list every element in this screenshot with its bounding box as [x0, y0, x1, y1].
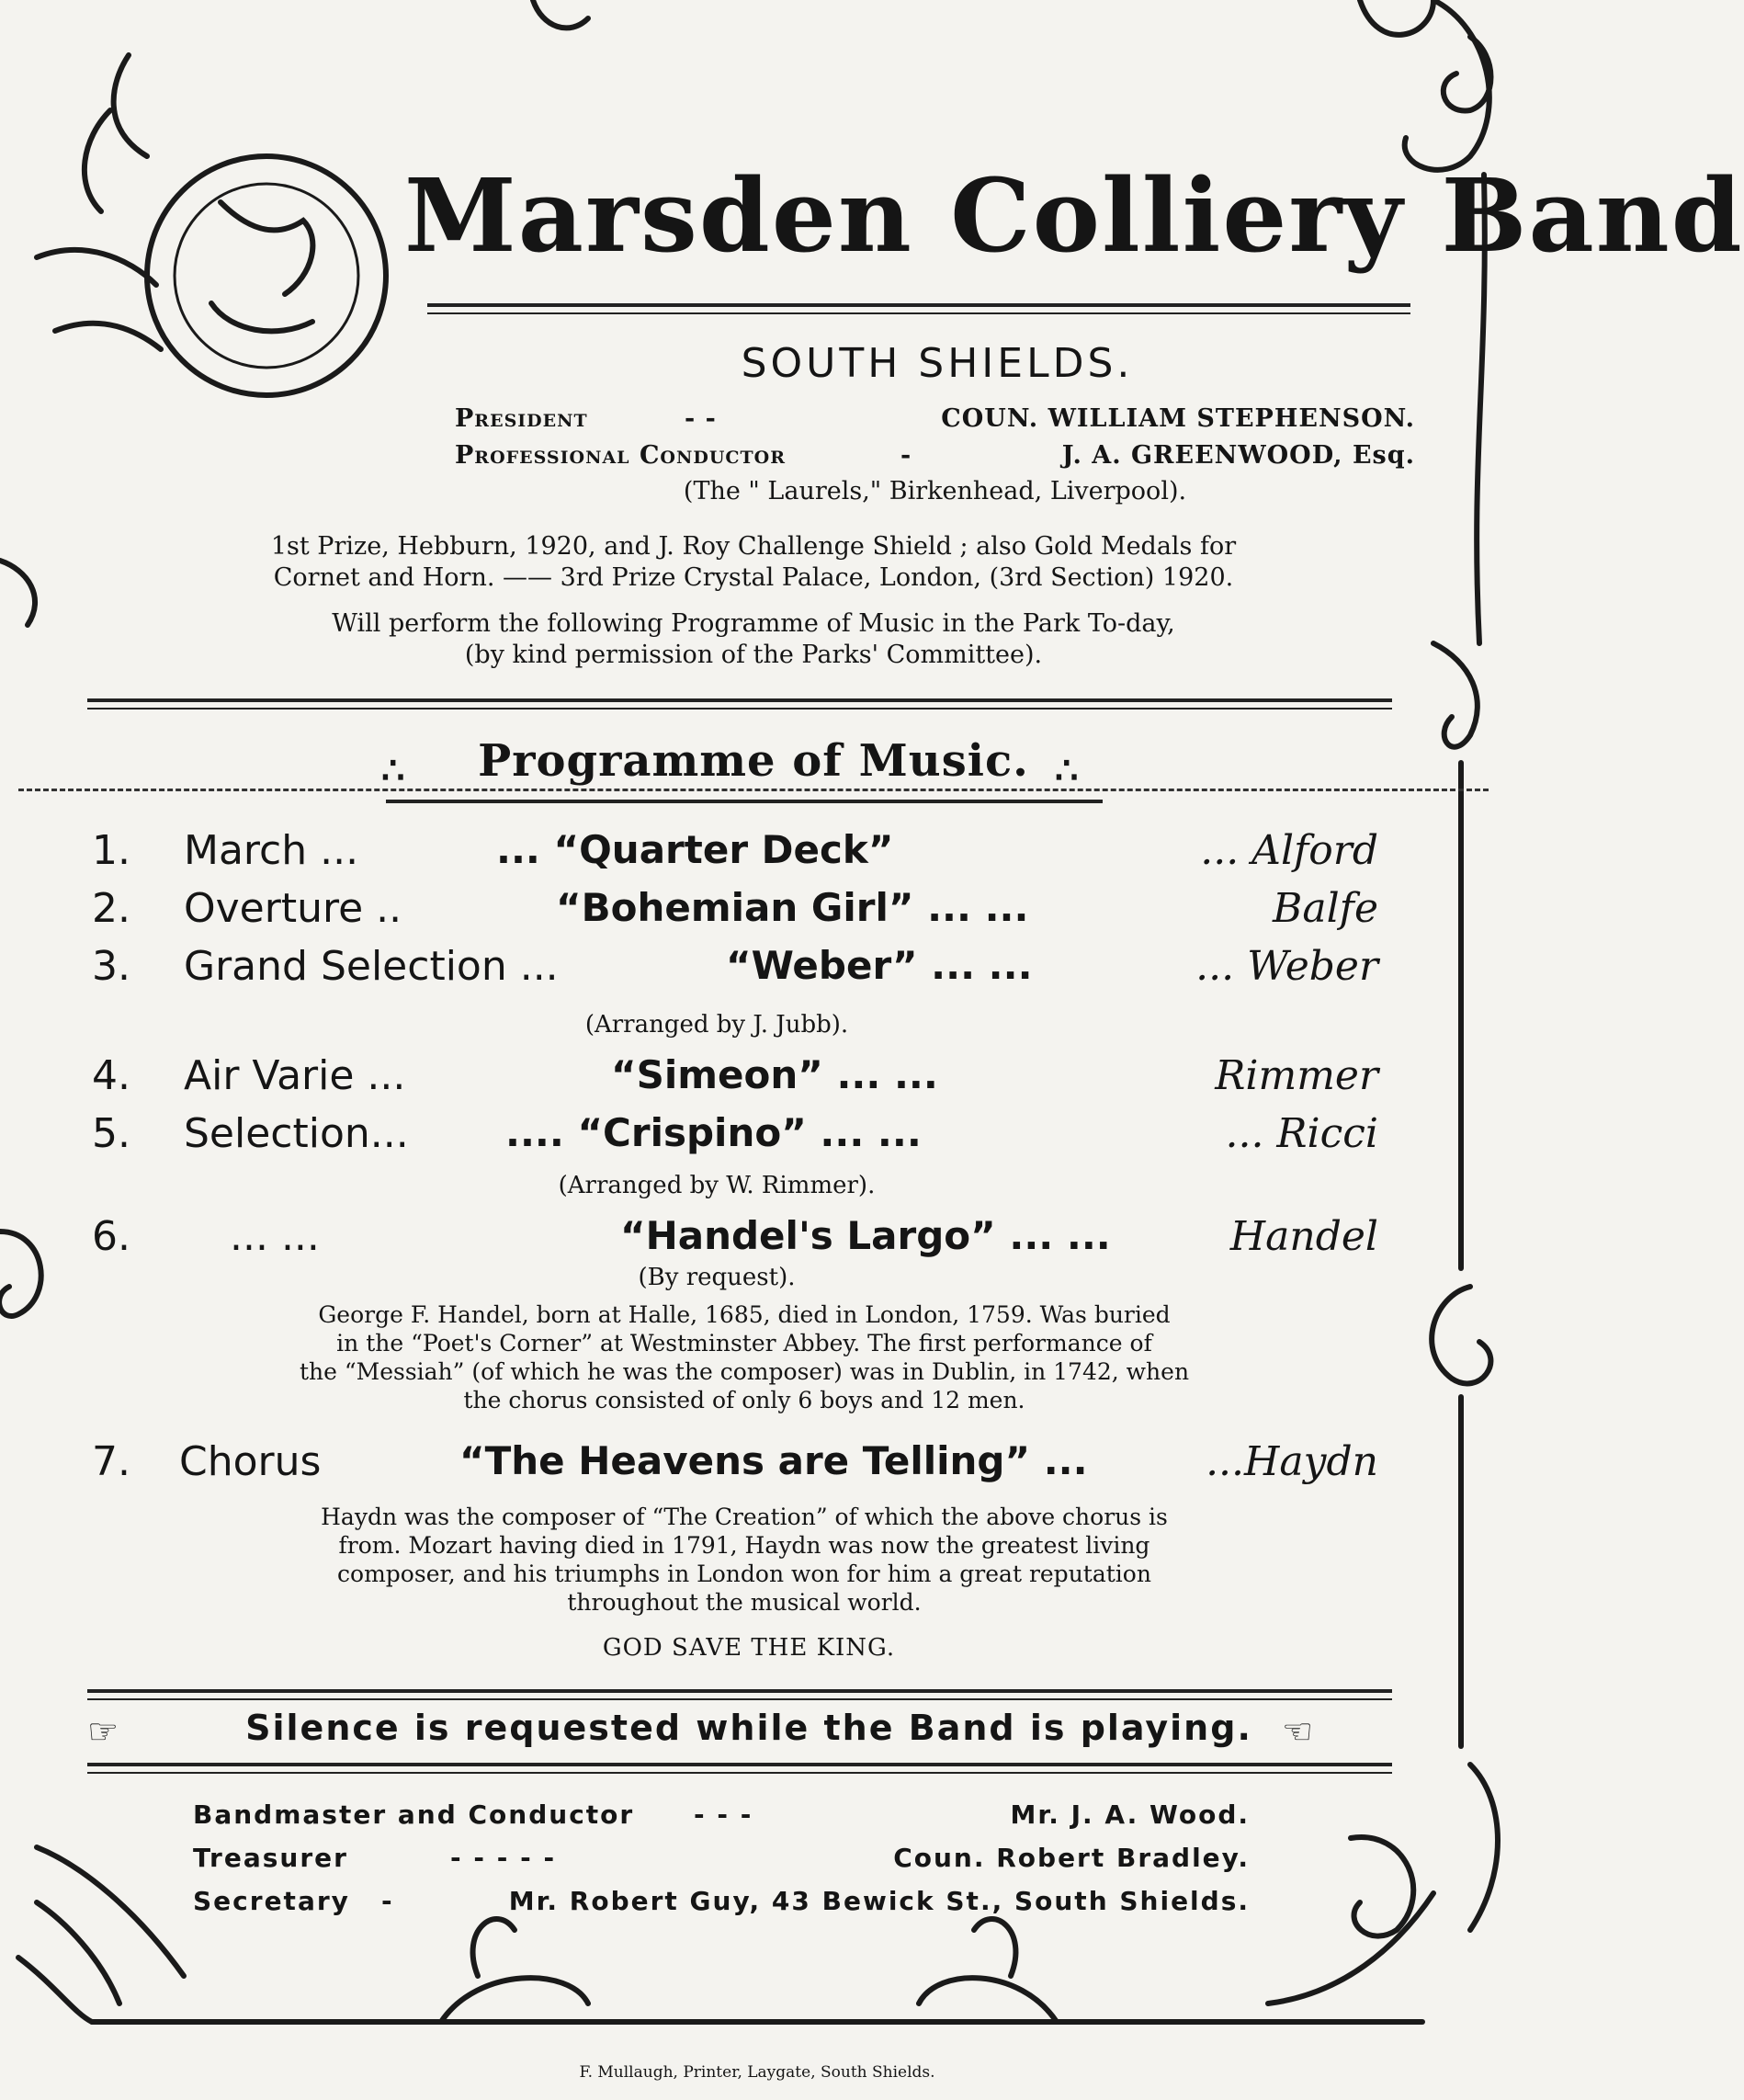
- handel-blurb-line-3: the “Messiah” (of which he was the composer) was in Dublin, in 1742, when: [299, 1358, 1190, 1385]
- section-rule-1: [87, 698, 1392, 709]
- programme-item-4: [92, 1052, 1378, 1107]
- staff-role: Bandmaster and Conductor: [193, 1799, 635, 1830]
- handel-blurb-line-2: in the “Poet's Corner” at Westminster Abbey. The first performance of: [336, 1330, 1152, 1356]
- heading-underline: [386, 800, 1103, 803]
- pointing-hand-left-icon: ☞: [87, 1711, 119, 1752]
- item-composer: ... Alford: [1200, 827, 1378, 874]
- heading-dashed-rule: [18, 789, 1489, 791]
- item-number: 7.: [92, 1438, 130, 1485]
- item-number: 3.: [92, 943, 130, 990]
- item-5-note: (Arranged by W. Rimmer).: [558, 1172, 876, 1199]
- anthem-line: GOD SAVE THE KING.: [602, 1634, 896, 1662]
- staff-row-treasurer: [193, 1843, 1250, 1879]
- item-number: 5.: [92, 1110, 130, 1157]
- president-name: COUN. WILLIAM STEPHENSON.: [941, 404, 1415, 433]
- item-3-note: (Arranged by J. Jubb).: [584, 1011, 849, 1039]
- president-sep: - -: [685, 404, 717, 433]
- programme-item-1: [92, 827, 1378, 882]
- haydn-blurb: [161, 1503, 1328, 1617]
- staff-role: Treasurer: [193, 1843, 348, 1873]
- title-rule: [427, 303, 1410, 314]
- staff-dots: - - -: [694, 1799, 753, 1830]
- conductor-name: J. A. GREENWOOD, Esq.: [1061, 441, 1415, 470]
- item-work: ... “Quarter Deck”: [496, 827, 894, 872]
- conductor-sep: -: [900, 441, 912, 470]
- item-number: 6.: [92, 1213, 130, 1260]
- town-subtitle: SOUTH SHIELDS.: [741, 340, 1134, 387]
- handel-blurb: [161, 1300, 1328, 1414]
- item-composer: Rimmer: [1215, 1052, 1378, 1099]
- item-work: “Simeon” ... ...: [611, 1052, 938, 1097]
- president-line: [455, 404, 1415, 437]
- programme-heading: Programme of Music.: [478, 735, 1029, 787]
- item-work: .... “Crispino” ... ...: [505, 1110, 922, 1155]
- staff-dots: -: [381, 1886, 394, 1916]
- item-composer: ... Ricci: [1225, 1110, 1378, 1157]
- staff-row-bandmaster: [193, 1799, 1250, 1836]
- item-number: 4.: [92, 1052, 130, 1099]
- programme-item-7: [92, 1438, 1378, 1493]
- haydn-blurb-line-3: composer, and his triumphs in London won for him a great reputation: [337, 1561, 1151, 1587]
- handel-blurb-line-1: George F. Handel, born at Halle, 1685, died in London, 1759. Was buried: [318, 1301, 1171, 1328]
- haydn-blurb-line-2: from. Mozart having died in 1791, Haydn was now the greatest living: [338, 1532, 1150, 1559]
- item-6-note: (By request).: [638, 1264, 796, 1291]
- item-type: Chorus: [179, 1438, 322, 1485]
- section-rule-3: [87, 1763, 1392, 1774]
- item-composer: Balfe: [1273, 885, 1378, 932]
- item-composer: Handel: [1229, 1213, 1378, 1260]
- programme-item-2: [92, 885, 1378, 940]
- pointing-hand-right-icon: ☜: [1282, 1711, 1314, 1752]
- haydn-blurb-line-4: throughout the musical world.: [567, 1589, 922, 1616]
- item-number: 2.: [92, 885, 130, 932]
- item-work: “The Heavens are Telling” ...: [459, 1438, 1088, 1483]
- staff-role: Secretary: [193, 1886, 350, 1916]
- conductor-address: (The " Laurels," Birkenhead, Liverpool).: [683, 477, 1187, 505]
- staff-name: Coun. Robert Bradley.: [893, 1843, 1250, 1873]
- heading-ornament-left: ∴: [381, 749, 405, 792]
- item-composer: ...Haydn: [1206, 1438, 1378, 1485]
- programme-item-6: [92, 1213, 1378, 1268]
- item-type: ... ...: [230, 1213, 320, 1260]
- conductor-label: Professional Conductor: [455, 441, 787, 470]
- item-work: “Bohemian Girl” ... ...: [556, 885, 1029, 930]
- item-type: Overture ..: [184, 885, 402, 932]
- conductor-line: [455, 441, 1415, 474]
- prizes-line-1: 1st Prize, Hebburn, 1920, and J. Roy Challenge Shield ; also Gold Medals for: [270, 532, 1237, 561]
- handel-blurb-line-4: the chorus consisted of only 6 boys and 12 men.: [463, 1387, 1025, 1413]
- president-label: President: [455, 404, 588, 433]
- section-rule-2: [87, 1689, 1392, 1700]
- programme-item-3: [92, 943, 1378, 998]
- item-type: Selection...: [184, 1110, 409, 1157]
- staff-dots: - - - - -: [450, 1843, 557, 1873]
- item-type: March ...: [184, 827, 359, 874]
- heading-ornament-right: ∴: [1055, 749, 1079, 792]
- item-work: “Handel's Largo” ... ...: [620, 1213, 1111, 1258]
- band-title: Marsden Colliery Band: [404, 156, 1744, 275]
- perform-line-1: Will perform the following Programme of Music in the Park To-day,: [332, 609, 1175, 638]
- item-work: “Weber” ... ...: [726, 943, 1033, 988]
- staff-row-secretary: [193, 1886, 1250, 1923]
- printer-imprint: F. Mullaugh, Printer, Laygate, South Shields.: [579, 2063, 935, 2082]
- prizes-line-2: Cornet and Horn. —— 3rd Prize Crystal Palace, London, (3rd Section) 1920.: [273, 563, 1234, 592]
- perform-line-2: (by kind permission of the Parks' Committee).: [464, 641, 1043, 669]
- programme-item-5: [92, 1110, 1378, 1165]
- item-type: Grand Selection ...: [184, 943, 559, 990]
- item-type: Air Varie ...: [184, 1052, 406, 1099]
- staff-name: Mr. J. A. Wood.: [1010, 1799, 1250, 1830]
- item-number: 1.: [92, 827, 130, 874]
- item-composer: ... Weber: [1195, 943, 1378, 990]
- haydn-blurb-line-1: Haydn was the composer of “The Creation” of which the above chorus is: [321, 1504, 1168, 1530]
- staff-name: Mr. Robert Guy, 43 Bewick St., South Shields.: [508, 1886, 1250, 1916]
- silence-notice: Silence is requested while the Band is playing.: [245, 1708, 1252, 1748]
